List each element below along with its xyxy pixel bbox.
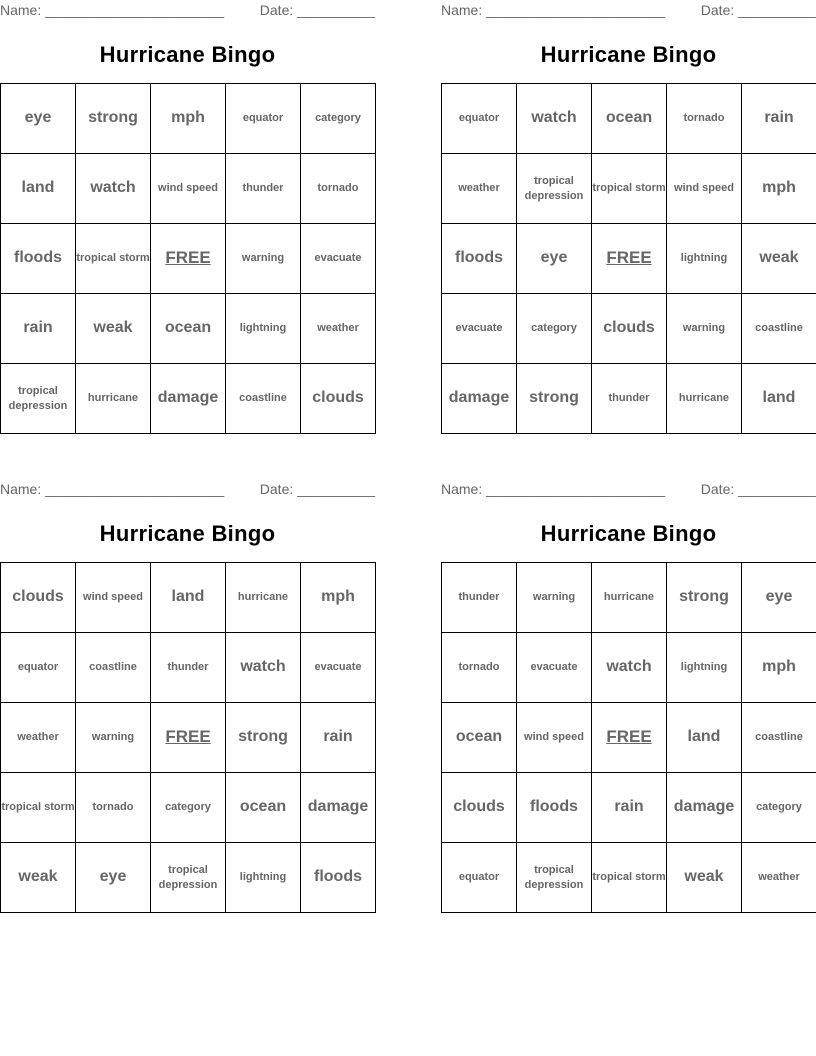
bingo-cell: rain [592,773,667,843]
bingo-cell: floods [442,224,517,294]
bingo-row [1,633,376,703]
bingo-row [1,773,376,843]
bingo-cell: watch [517,84,592,154]
bingo-cell: clouds [592,294,667,364]
bingo-row [442,633,816,703]
bingo-cell: damage [442,364,517,434]
bingo-cell: wind speed [151,154,226,224]
bingo-cell: hurricane [667,364,742,434]
bingo-cell: eye [1,84,76,154]
bingo-cell: ocean [226,773,301,843]
bingo-cell: evacuate [301,224,376,294]
bingo-cell: evacuate [517,633,592,703]
bingo-cell: coastline [226,364,301,434]
bingo-cell: thunder [592,364,667,434]
bingo-cell: weak [742,224,816,294]
bingo-cell: land [742,364,816,434]
bingo-cell: warning [76,703,151,773]
bingo-cell: weather [442,154,517,224]
bingo-cell: coastline [742,294,816,364]
bingo-cell: equator [442,843,517,913]
card-title: Hurricane Bingo [99,521,276,546]
bingo-grid [0,83,376,434]
bingo-row [1,154,376,224]
bingo-row [442,294,816,364]
bingo-cell: tropical depression [1,364,76,434]
bingo-row [1,294,376,364]
bingo-cell: mph [301,563,376,633]
bingo-cell: tropical depression [151,843,226,913]
bingo-grid [441,83,816,434]
bingo-cell: tropical storm [592,154,667,224]
bingo-cell: lightning [667,224,742,294]
bingo-grid [0,562,376,913]
date-field-label: Date: __________ [259,2,375,18]
bingo-cell: thunder [442,563,517,633]
bingo-cell: damage [667,773,742,843]
bingo-cell: equator [1,633,76,703]
bingo-cell: equator [442,84,517,154]
bingo-cell: warning [667,294,742,364]
bingo-cell: clouds [1,563,76,633]
name-field-label: Name: _______________________ [441,2,666,18]
free-space-cell: FREE [592,224,667,294]
bingo-cell: tropical storm [76,224,151,294]
bingo-cell: land [151,563,226,633]
bingo-cell: strong [226,703,301,773]
bingo-cell: hurricane [226,563,301,633]
bingo-cell: mph [742,633,816,703]
bingo-cell: weather [742,843,816,913]
bingo-cell: weak [667,843,742,913]
bingo-cell: coastline [742,703,816,773]
bingo-row [1,84,376,154]
bingo-cell: thunder [151,633,226,703]
bingo-cell: wind speed [76,563,151,633]
bingo-cell: strong [76,84,151,154]
bingo-cell: weak [1,843,76,913]
bingo-row [1,224,376,294]
bingo-cell: thunder [226,154,301,224]
bingo-cell: weak [76,294,151,364]
bingo-cell: watch [592,633,667,703]
bingo-cell: rain [301,703,376,773]
bingo-cell: tornado [667,84,742,154]
bingo-cell: tornado [301,154,376,224]
bingo-row [1,843,376,913]
card-title: Hurricane Bingo [540,42,717,67]
bingo-cell: damage [151,364,226,434]
bingo-row [442,84,816,154]
bingo-cell: ocean [592,84,667,154]
bingo-cell: eye [76,843,151,913]
date-field-label: Date: __________ [259,481,375,497]
bingo-cell: eye [742,563,816,633]
bingo-cell: warning [226,224,301,294]
bingo-cell: watch [76,154,151,224]
bingo-cell: weather [1,703,76,773]
bingo-row [442,773,816,843]
bingo-cell: wind speed [667,154,742,224]
bingo-cell: tornado [76,773,151,843]
bingo-cell: lightning [226,294,301,364]
bingo-cell: hurricane [76,364,151,434]
bingo-cell: watch [226,633,301,703]
bingo-cell: coastline [76,633,151,703]
bingo-cell: floods [1,224,76,294]
bingo-row [442,364,816,434]
bingo-row [442,224,816,294]
bingo-cell: land [667,703,742,773]
bingo-cell: equator [226,84,301,154]
bingo-cell: floods [301,843,376,913]
bingo-cell: rain [742,84,816,154]
bingo-row [1,563,376,633]
bingo-cell: tropical depression [517,154,592,224]
bingo-cell: tropical storm [592,843,667,913]
bingo-cell: damage [301,773,376,843]
bingo-cell: mph [742,154,816,224]
free-space-cell: FREE [151,703,226,773]
bingo-cell: ocean [442,703,517,773]
bingo-cell: lightning [226,843,301,913]
card-title: Hurricane Bingo [99,42,276,67]
bingo-row [442,703,816,773]
bingo-cell: weather [301,294,376,364]
bingo-cell: floods [517,773,592,843]
bingo-cell: evacuate [442,294,517,364]
card-title: Hurricane Bingo [540,521,717,546]
bingo-row [442,843,816,913]
bingo-cell: tornado [442,633,517,703]
bingo-cell: strong [667,563,742,633]
name-field-label: Name: _______________________ [0,2,225,18]
free-space-cell: FREE [592,703,667,773]
bingo-cell: land [1,154,76,224]
bingo-cell: evacuate [301,633,376,703]
date-field-label: Date: __________ [700,2,816,18]
bingo-cell: eye [517,224,592,294]
bingo-cell: clouds [301,364,376,434]
bingo-grid [441,562,816,913]
bingo-cell: rain [1,294,76,364]
free-space-cell: FREE [151,224,226,294]
bingo-cell: clouds [442,773,517,843]
bingo-cell: mph [151,84,226,154]
bingo-cell: category [151,773,226,843]
date-field-label: Date: __________ [700,481,816,497]
bingo-row [442,154,816,224]
bingo-cell: hurricane [592,563,667,633]
bingo-cell: category [742,773,816,843]
bingo-cell: ocean [151,294,226,364]
bingo-cell: wind speed [517,703,592,773]
name-field-label: Name: _______________________ [441,481,666,497]
bingo-cell: category [517,294,592,364]
bingo-row [442,563,816,633]
bingo-cell: tropical depression [517,843,592,913]
bingo-row [1,364,376,434]
bingo-row [1,703,376,773]
name-field-label: Name: _______________________ [0,481,225,497]
bingo-cell: strong [517,364,592,434]
bingo-cell: lightning [667,633,742,703]
bingo-cell: category [301,84,376,154]
bingo-cell: warning [517,563,592,633]
bingo-cell: tropical storm [1,773,76,843]
